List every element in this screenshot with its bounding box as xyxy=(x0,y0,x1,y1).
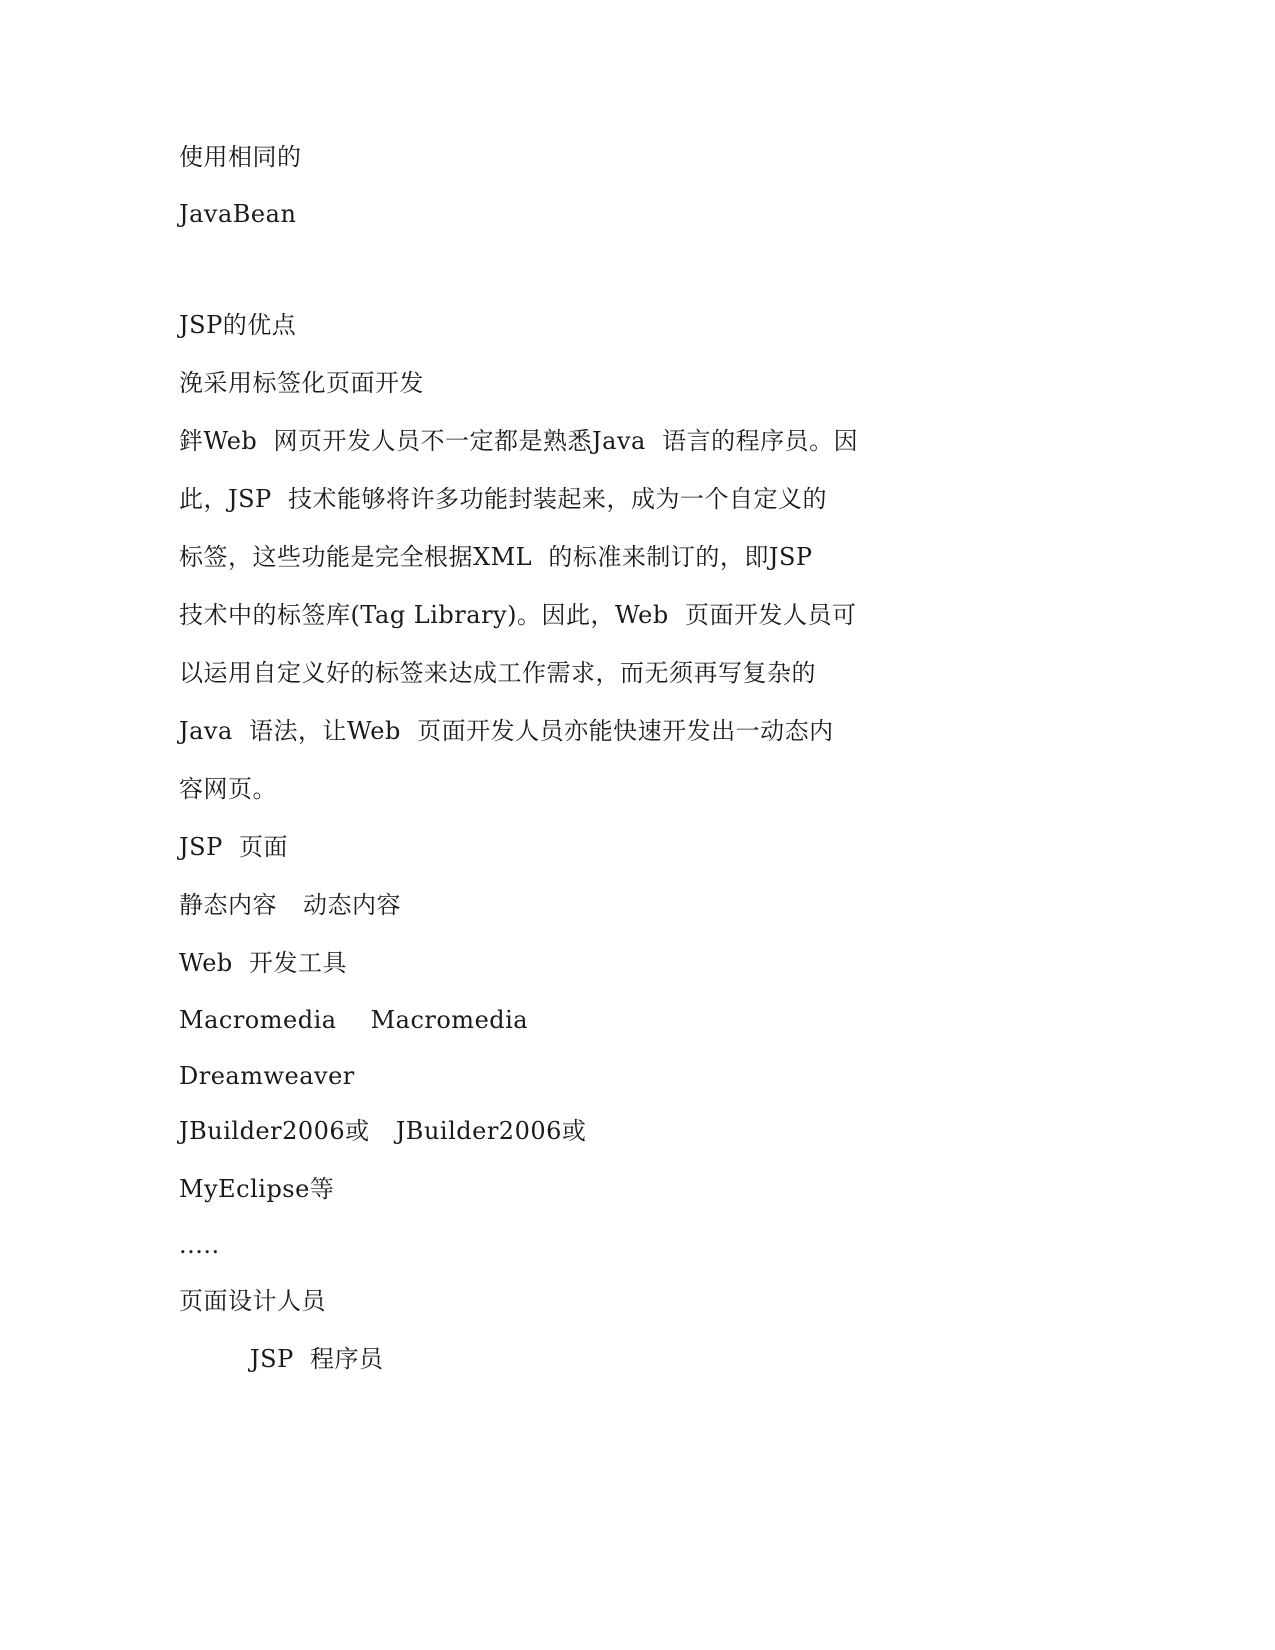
paragraph-line: Java 语法，让Web 页面开发人员亦能快速开发出一动态内 xyxy=(179,717,834,745)
diagram-label-jsp-programmer: JSP 程序员 xyxy=(250,1345,384,1373)
paragraph-line: 此，JSP 技术能够将许多功能封装起来，成为一个自定义的 xyxy=(179,485,827,513)
text-line: JavaBean xyxy=(179,200,297,228)
section-heading: JSP的优点 xyxy=(179,311,297,339)
diagram-label-myeclipse: MyEclipse等 xyxy=(179,1175,335,1203)
text-line: 使用相同的 xyxy=(179,143,302,171)
jbuilder-label-left: JBuilder2006或 xyxy=(179,1117,370,1145)
diagram-row-content xyxy=(179,890,401,920)
subsection-heading: 浼采用标签化页面开发 xyxy=(179,369,424,397)
diagram-ellipsis: ..... xyxy=(179,1231,220,1259)
macromedia-label-right: Macromedia xyxy=(370,1006,529,1034)
diagram-label-jsp-page: JSP 页面 xyxy=(179,833,288,861)
diagram-label-web-tools: Web 开发工具 xyxy=(179,949,348,977)
macromedia-label-left: Macromedia xyxy=(179,1006,337,1034)
static-content-label: 静态内容 xyxy=(179,891,277,919)
paragraph-line: 以运用自定义好的标签来达成工作需求，而无须再写复杂的 xyxy=(179,659,816,687)
paragraph-line: 鉡Web 网页开发人员不一定都是熟悉Java 语言的程序员。因 xyxy=(179,427,859,455)
jbuilder-label-right: JBuilder2006或 xyxy=(395,1117,587,1145)
diagram-row-macromedia xyxy=(179,1005,528,1035)
diagram-row-jbuilder xyxy=(179,1116,586,1146)
diagram-label-dreamweaver: Dreamweaver xyxy=(179,1062,355,1090)
diagram-label-page-designer: 页面设计人员 xyxy=(179,1287,326,1315)
dynamic-content-label: 动态内容 xyxy=(303,891,401,919)
paragraph-line: 技术中的标签库(Tag Library)。因此，Web 页面开发人员可 xyxy=(179,601,857,629)
paragraph-line: 标签，这些功能是完全根据XML 的标准来制订的，即JSP xyxy=(179,543,813,571)
paragraph-line: 容网页。 xyxy=(179,775,277,803)
